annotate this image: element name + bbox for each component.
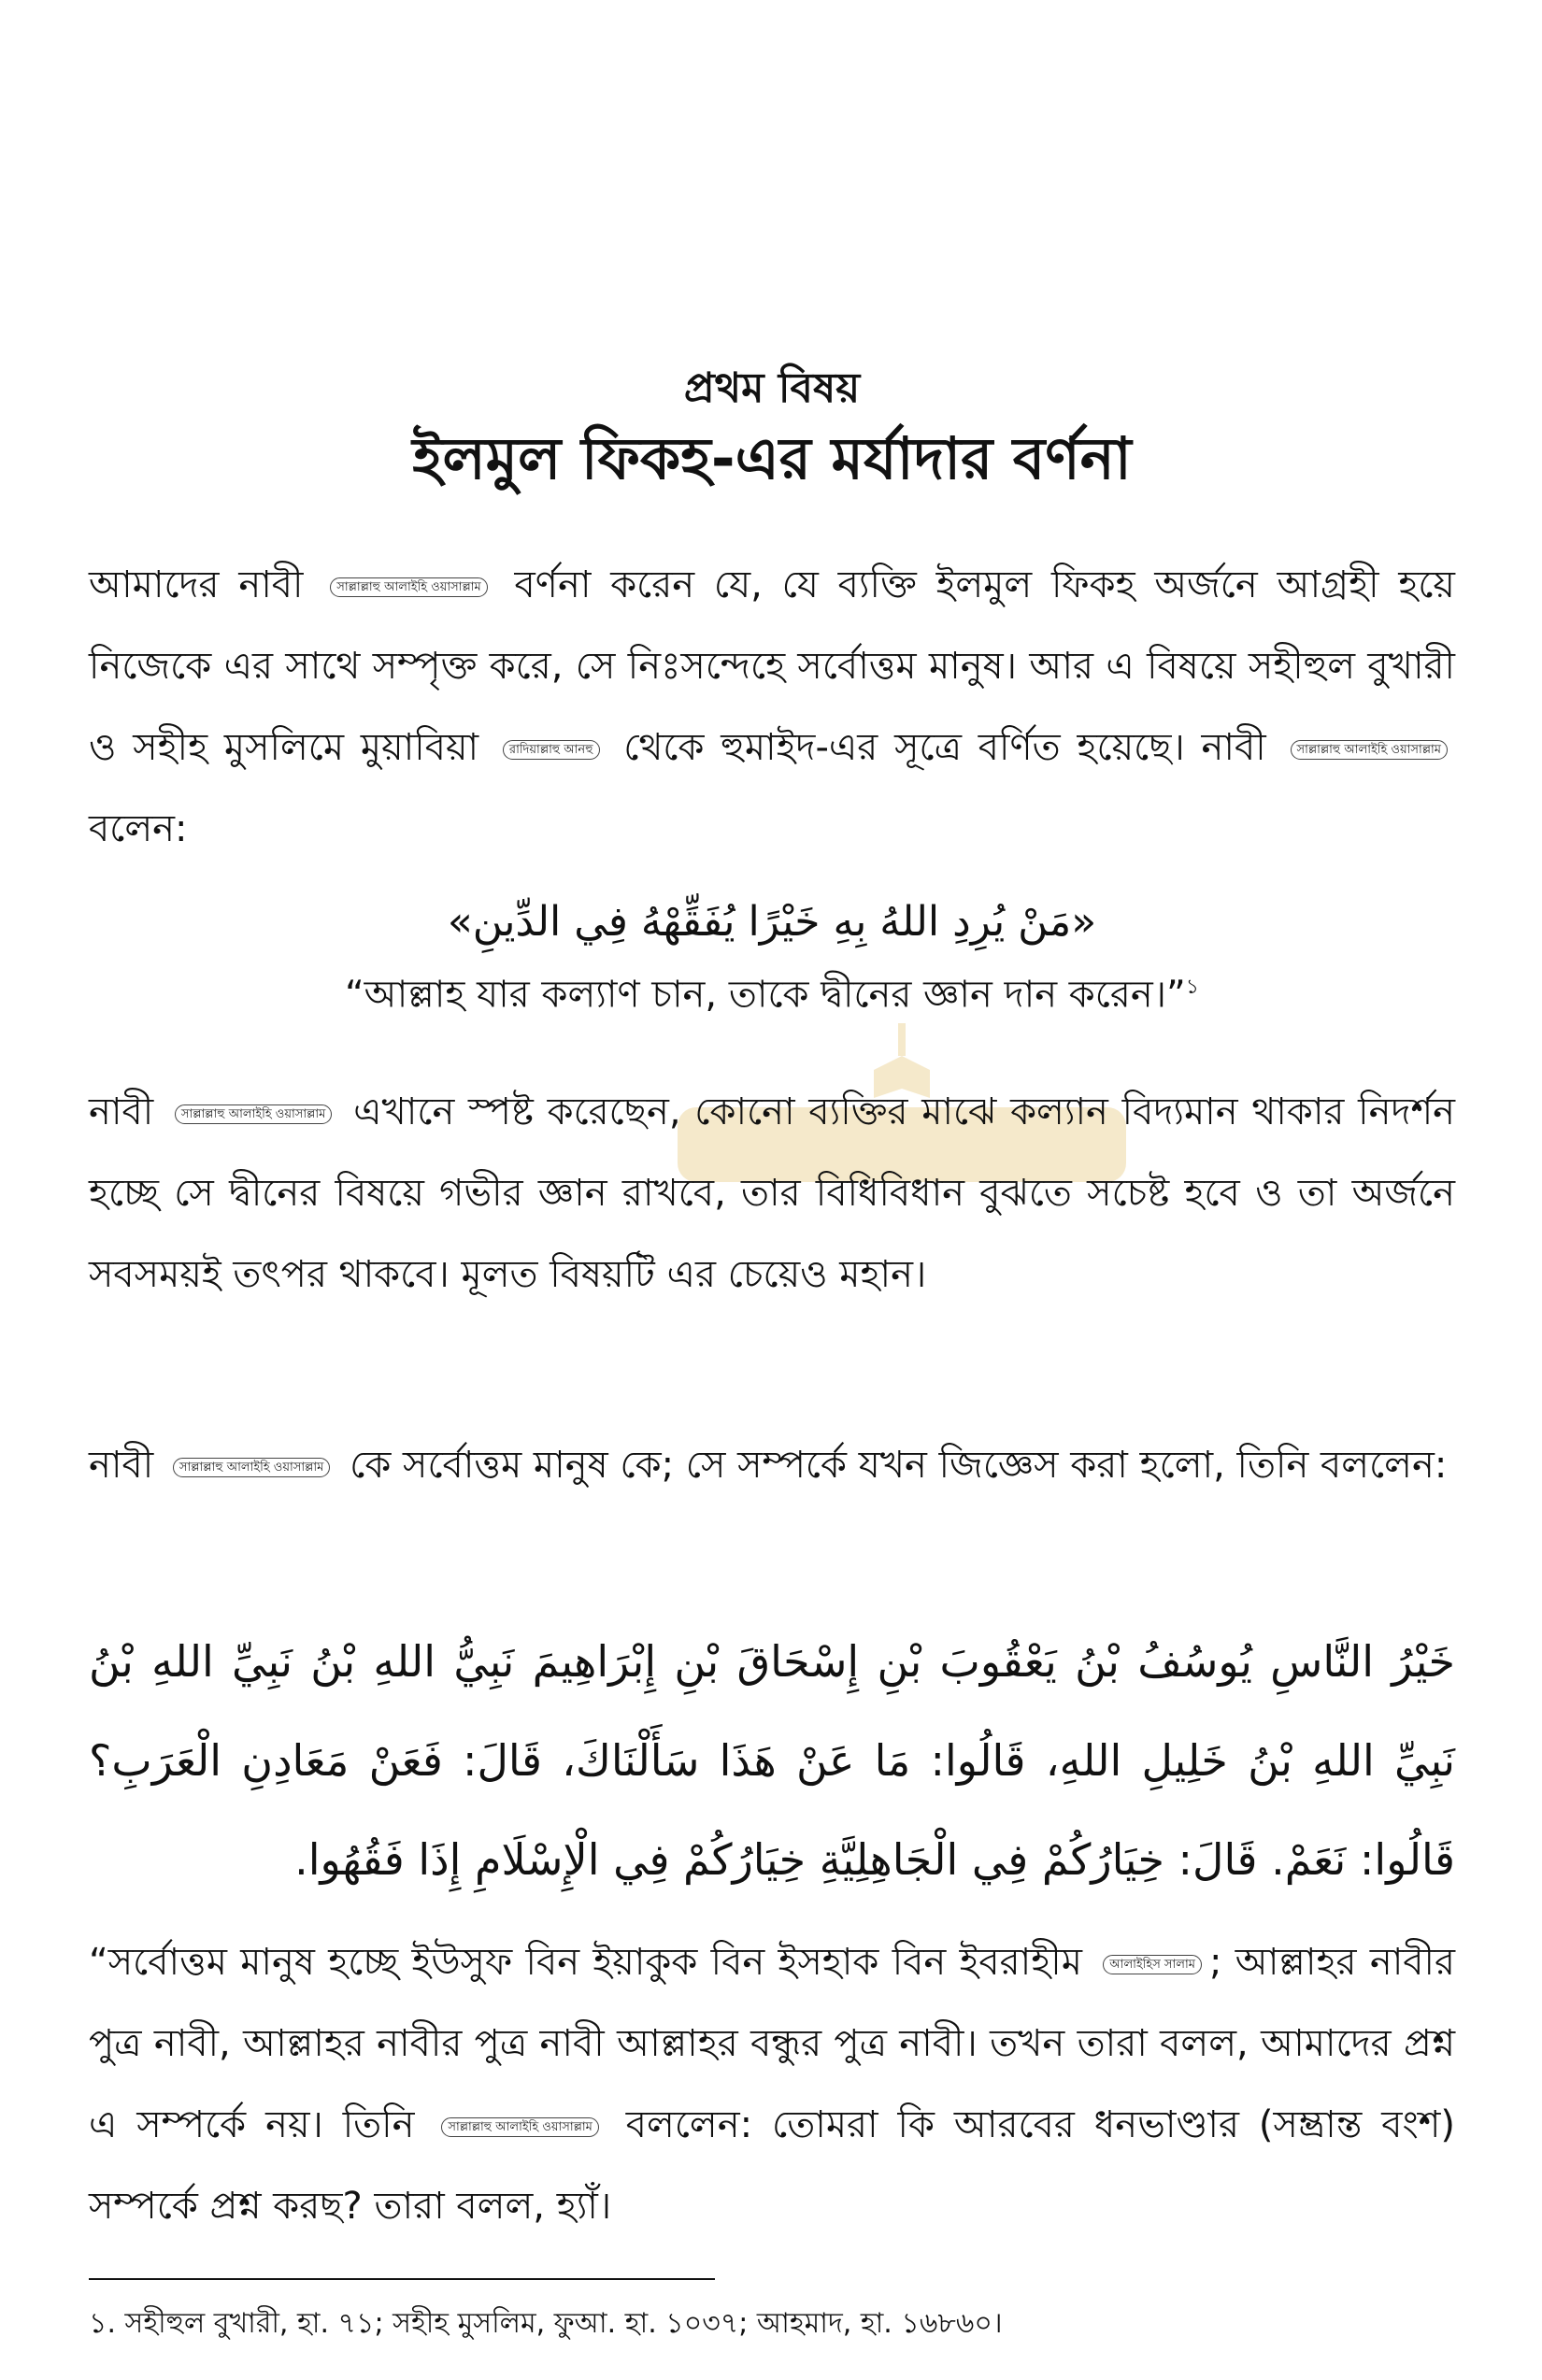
text-segment: বললেন: তোমরা কি আরবের ধনভাণ্ডার (সম্ভ্রান্ত বংশ) সম্পর্কে প্রশ্ন করছ? তারা বলল, হ্যাঁ। [89, 2103, 1455, 2228]
text-segment: “সর্বোত্তম মানুষ হচ্ছে ইউসুফ বিন ইয়াকুক বিন ইসহাক বিন ইবরাহীম [89, 1941, 1082, 1984]
text-segment: আমাদের নাবী [89, 563, 304, 606]
hadith-quote-2 [89, 1612, 1455, 1909]
text-segment: বর্ণনা করেন যে, যে ব্যক্তি ইলমুল ফিকহ অর্জনে আগ্রহী হয়ে নিজেকে এর সাথে সম্পৃক্ত করে, সে নিঃসন্দেহে সর্বোত্তম মানুষ। আর এ বিষয়ে সহীহুল বুখারী ও সহীহ মুসলিমে মুয়াবিয়া [89, 563, 1455, 769]
chapter-header [89, 363, 1455, 497]
text-segment: ; আল্লাহর নাবীর পুত্র নাবী, আল্লাহর নাবীর পুত্র নাবী আল্লাহর বন্ধুর পুত্র নাবী। তখন তারা বলল, আমাদের প্রশ্ন এ সম্পর্কে নয়। তিনি [89, 1941, 1455, 2146]
paragraph-explanation [89, 1072, 1455, 1316]
paragraph-translation [89, 1922, 1455, 2247]
salawat-honorific-icon: সাল্লাল্লাহু আলাইহি ওয়াসাল্লাম [175, 1104, 332, 1124]
hadith-quote-1 [89, 890, 1455, 1027]
paragraph-intro [89, 545, 1455, 870]
salawat-honorific-icon: সাল্লাল্লাহু আলাইহি ওয়াসাল্লাম [1291, 740, 1448, 760]
alaihis-salam-honorific-icon: আলাইহিস সালাম [1103, 1955, 1202, 1974]
book-page [89, 0, 1455, 2380]
chapter-title: ইলমুল ফিকহ-এর মর্যাদার বর্ণনা [412, 424, 1132, 492]
hadith-arabic-text: خَيْرُ النَّاسِ يُوسُفُ بْنُ يَعْقُوبَ بْنِ إِسْحَاقَ بْنِ إِبْرَاهِيمَ نَبِيُّ اللهِ بْنُ نَبِيِّ اللهِ بْنُ نَبِيِّ اللهِ بْنُ خَلِيلِ اللهِ، قَالُوا: مَا عَنْ هَذَا سَأَلْنَاكَ، قَالَ: فَعَنْ مَعَادِنِ الْعَرَبِ؟ قَالُوا: نَعَمْ. قَالَ: خِيَارُكُمْ فِي الْجَاهِلِيَّةِ خِيَارُكُمْ فِي الْإِسْلَامِ إِذَا فَقُهُوا. [89, 1636, 1455, 1885]
translation-text: “আল্লাহ যার কল্যাণ চান, তাকে দ্বীনের জ্ঞান দান করেন।” [344, 973, 1186, 1017]
chapter-subtitle: প্রথম বিষয় [683, 364, 861, 412]
radiallahu-honorific-icon: রাদিয়াল্লাহু আনহু [503, 740, 600, 760]
hadith-arabic-text: «مَنْ يُرِدِ اللهُ بِهِ خَيْرًا يُفَقِّهْهُ فِي الدِّينِ» [447, 898, 1097, 946]
hadith-translation [89, 955, 1455, 1027]
text-segment: নাবী [89, 1444, 154, 1487]
text-segment: বলেন: [89, 807, 188, 850]
salawat-honorific-icon: সাল্লাল্লাহু আলাইহি ওয়াসাল্লাম [441, 2117, 598, 2137]
text-segment: কে সর্বোত্তম মানুষ কে; সে সম্পর্কে যখন জিজ্ঞেস করা হলো, তিনি বললেন: [350, 1444, 1448, 1487]
footnote: ১. সহীহুল বুখারী, হা. ৭১; সহীহ মুসলিম, ফুআ. হা. ১০৩৭; আহমাদ, হা. ১৬৮৬০। [89, 2307, 1003, 2340]
footnote-divider [89, 2278, 715, 2280]
text-segment: এখানে স্পষ্ট করেছেন, কোনো ব্যক্তির মাঝে কল্যান বিদ্যমান থাকার নিদর্শন হচ্ছে সে দ্বীনের বিষয়ে গভীর জ্ঞান রাখবে, তার বিধিবিধান বুঝতে সচেষ্ট হবে ও তা অর্জনে সবসময়ই তৎপর থাকবে। মূলত বিষয়টি এর চেয়েও মহান। [89, 1090, 1456, 1296]
salawat-honorific-icon: সাল্লাল্লাহু আলাইহি ওয়াসাল্লাম [173, 1458, 330, 1477]
footnote-reference: ১ [1185, 976, 1200, 999]
text-segment: থেকে হুমাইদ-এর সূত্রে বর্ণিত হয়েছে। নাবী [623, 726, 1266, 769]
paragraph-question [89, 1425, 1455, 1506]
salawat-honorific-icon: সাল্লাল্লাহু আলাইহি ওয়াসাল্লাম [330, 577, 487, 597]
text-segment: নাবী [89, 1090, 154, 1133]
